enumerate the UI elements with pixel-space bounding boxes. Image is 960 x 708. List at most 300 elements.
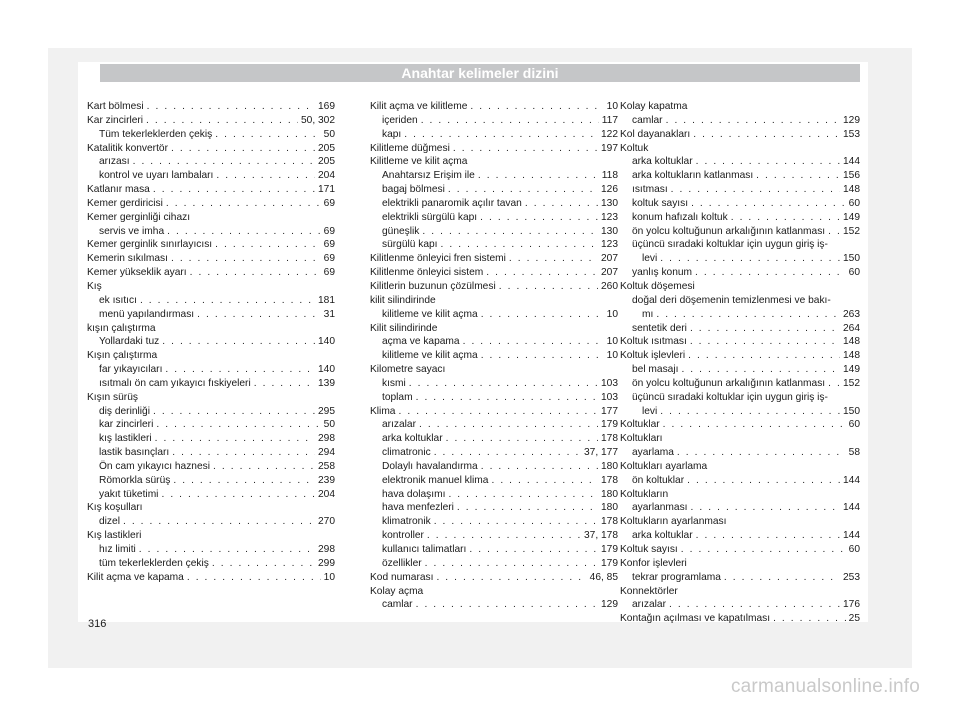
- index-entry-term: içeriden: [382, 114, 418, 126]
- index-entry-term: ön koltuklar: [632, 474, 685, 486]
- dot-leader: [436, 571, 586, 585]
- dot-leader: [434, 515, 598, 529]
- index-entry-page: 148: [843, 184, 860, 196]
- index-entry-page: 179: [601, 419, 618, 431]
- index-entry: [370, 211, 618, 225]
- index-entry: [620, 100, 860, 114]
- index-entry-page: 178: [601, 433, 618, 445]
- dot-leader: [133, 155, 315, 169]
- index-entry: [87, 183, 335, 197]
- index-entry-page: 126: [601, 184, 618, 196]
- index-entry-page: 144: [843, 530, 860, 542]
- dot-leader: [215, 238, 321, 252]
- index-column-3: [620, 100, 860, 626]
- index-entry: [370, 266, 618, 280]
- dot-leader: [731, 211, 840, 225]
- index-entry-page: 156: [843, 170, 860, 182]
- index-entry-page: 239: [318, 474, 335, 486]
- dot-leader: [212, 557, 315, 571]
- index-entry-page: 197: [601, 142, 618, 154]
- index-entry: [370, 501, 618, 515]
- dot-leader: [691, 501, 841, 515]
- dot-leader: [215, 128, 320, 142]
- index-entry: [87, 543, 335, 557]
- dot-leader: [153, 183, 315, 197]
- index-entry-page: 148: [843, 350, 860, 362]
- index-entry: [620, 238, 860, 252]
- dot-leader: [171, 142, 315, 156]
- dot-leader: [690, 322, 840, 336]
- index-entry-page: 139: [318, 377, 335, 389]
- dot-leader: [828, 377, 840, 391]
- dot-leader: [457, 501, 598, 515]
- index-entry: [620, 405, 860, 419]
- index-entry-term: kapı: [382, 128, 402, 140]
- index-column-1: [87, 100, 335, 585]
- index-entry-term: Katlanır masa: [87, 184, 150, 196]
- index-entry-page: 205: [318, 142, 335, 154]
- index-entry-term: Kilit silindirinde: [370, 322, 438, 334]
- dot-leader: [688, 349, 840, 363]
- dot-leader: [669, 598, 840, 612]
- dot-leader: [172, 446, 315, 460]
- index-entry-term: koltuk sayısı: [632, 197, 689, 209]
- index-entry-term: Klima: [370, 405, 396, 417]
- dot-leader: [696, 529, 840, 543]
- index-entry-term: levi: [642, 405, 658, 417]
- index-entry: [87, 155, 335, 169]
- index-entry-term: hız limiti: [99, 544, 136, 555]
- index-entry-term: tekrar programlama: [632, 571, 721, 583]
- index-entry: [370, 488, 618, 502]
- index-entry: [370, 252, 618, 266]
- index-entry-page: 264: [843, 322, 860, 334]
- index-entry: [620, 377, 860, 391]
- index-entry-page: 152: [843, 377, 860, 389]
- index-entry-page: 149: [843, 211, 860, 223]
- index-entry-term: Kilometre sayacı: [370, 364, 446, 376]
- index-entry-term: özellikler: [382, 557, 422, 569]
- index-entry: [370, 183, 618, 197]
- index-entry: [370, 197, 618, 211]
- index-entry: [87, 557, 335, 571]
- index-entry-term: arka koltuklar: [632, 530, 693, 542]
- index-entry-page: 69: [323, 267, 335, 279]
- index-entry: [370, 128, 618, 142]
- index-entry: [370, 446, 618, 460]
- dot-leader: [499, 280, 598, 294]
- index-entry-term: kısmi: [382, 377, 406, 389]
- index-entry-page: 152: [843, 225, 860, 237]
- index-entry-page: 69: [323, 197, 335, 209]
- index-entry: [620, 335, 860, 349]
- index-entry-term: sentetik deri: [632, 322, 687, 334]
- index-entry-page: 144: [843, 156, 860, 168]
- index-entry-term: Konnektörler: [620, 585, 678, 597]
- dot-leader: [187, 571, 321, 585]
- dot-leader: [773, 612, 846, 626]
- index-entry-page: 37, 178: [584, 530, 618, 542]
- index-entry: [87, 349, 335, 363]
- index-entry-term: Kolay kapatma: [620, 101, 688, 112]
- index-entry-page: 31: [323, 308, 335, 320]
- index-entry: [87, 280, 335, 294]
- index-entry: [87, 169, 335, 183]
- index-entry-page: 122: [601, 128, 618, 140]
- index-entry-term: ısıtması: [632, 184, 668, 196]
- index-entry-page: 140: [318, 364, 335, 376]
- index-entry-term: üçüncü sıradaki koltuklar için uygun giriş iş-: [632, 239, 828, 251]
- index-entry-page: 169: [318, 101, 335, 112]
- index-entry-page: 171: [318, 184, 335, 196]
- index-entry-term: Koltuk ısıtması: [620, 336, 687, 348]
- dot-leader: [173, 474, 315, 488]
- index-entry-page: 60: [848, 544, 860, 555]
- index-entry-page: 103: [601, 377, 618, 389]
- index-entry-page: 118: [601, 170, 618, 182]
- index-entry-term: klimatronik: [382, 516, 431, 528]
- index-entry: [370, 598, 618, 612]
- index-entry: [87, 405, 335, 419]
- index-entry-page: 263: [843, 308, 860, 320]
- index-entry-page: 180: [601, 502, 618, 514]
- index-entry: [620, 460, 860, 474]
- index-entry: [87, 335, 335, 349]
- index-entry-page: 10: [606, 350, 618, 362]
- dot-leader: [161, 488, 315, 502]
- index-entry-term: hava menfezleri: [382, 502, 454, 514]
- index-entry: [370, 543, 618, 557]
- index-entry: [370, 363, 618, 377]
- dot-leader: [162, 335, 315, 349]
- dot-leader: [398, 405, 598, 419]
- index-entry-term: camlar: [382, 599, 413, 611]
- dot-leader: [828, 225, 840, 239]
- dot-leader: [448, 488, 598, 502]
- index-entry-page: 25: [848, 613, 860, 625]
- index-entry-term: Tüm tekerleklerden çekiş: [99, 128, 213, 140]
- index-entry: [87, 515, 335, 529]
- index-entry-term: ön yolcu koltuğunun arkalığının katlanması: [632, 225, 826, 237]
- index-entry-page: 294: [318, 447, 335, 459]
- index-entry-term: Koltukları: [620, 433, 663, 445]
- dot-leader: [165, 363, 315, 377]
- index-entry: [370, 405, 618, 419]
- index-entry-term: doğal deri döşemenin temizlenmesi ve bakı-: [632, 294, 831, 306]
- index-entry: [87, 252, 335, 266]
- index-entry-term: dizel: [99, 516, 120, 528]
- index-entry: [620, 142, 860, 156]
- index-entry-page: 37, 177: [584, 447, 618, 459]
- dot-leader: [695, 266, 846, 280]
- index-entry-page: 58: [848, 447, 860, 459]
- index-entry-term: Ön cam yıkayıcı haznesi: [99, 460, 210, 472]
- index-entry-term: ısıtmalı ön cam yıkayıcı fıskiyeleri: [99, 377, 251, 389]
- index-entry: [620, 488, 860, 502]
- index-entry: [87, 418, 335, 432]
- dot-leader: [469, 543, 598, 557]
- index-entry-page: 10: [606, 308, 618, 320]
- index-entry: [87, 377, 335, 391]
- index-entry: [620, 252, 860, 266]
- index-entry-page: 144: [843, 502, 860, 514]
- dot-leader: [409, 377, 598, 391]
- index-entry-page: 50: [323, 419, 335, 431]
- dot-leader: [155, 432, 315, 446]
- index-entry: [370, 557, 618, 571]
- index-entry-page: 69: [323, 253, 335, 265]
- index-entry-term: Kış: [87, 280, 102, 292]
- dot-leader: [525, 197, 598, 211]
- index-entry-term: Kilit açma ve kapama: [87, 571, 184, 583]
- index-entry-page: 178: [601, 474, 618, 486]
- index-entry-term: Kışın sürüş: [87, 391, 138, 403]
- dot-leader: [404, 128, 598, 142]
- dot-leader: [663, 418, 846, 432]
- index-entry-term: üçüncü sıradaki koltuklar için uygun giriş iş-: [632, 391, 828, 403]
- index-entry: [620, 557, 860, 571]
- index-entry: [87, 391, 335, 405]
- index-entry-term: toplam: [382, 391, 413, 403]
- index-entry: [370, 294, 618, 308]
- watermark: carmanualsonline.info: [730, 676, 920, 697]
- index-entry: [87, 474, 335, 488]
- index-entry: [620, 114, 860, 128]
- index-entry-term: kilitleme ve kilit açma: [382, 350, 478, 362]
- index-entry: [370, 142, 618, 156]
- dot-leader: [681, 543, 846, 557]
- index-entry: [370, 474, 618, 488]
- index-entry: [370, 225, 618, 239]
- index-entry-term: Kemer gerdiricisi: [87, 197, 163, 209]
- index-entry-term: bagaj bölmesi: [382, 184, 445, 196]
- index-entry-term: Koltuk: [620, 142, 649, 154]
- index-entry-term: Kış lastikleri: [87, 530, 142, 542]
- index-entry: [370, 308, 618, 322]
- index-entry-term: Koltuk sayısı: [620, 544, 678, 555]
- index-entry-page: 10: [323, 571, 335, 583]
- index-entry: [620, 612, 860, 626]
- index-entry: [87, 460, 335, 474]
- index-entry: [87, 308, 335, 322]
- dot-leader: [693, 128, 840, 142]
- index-entry-page: 148: [843, 336, 860, 348]
- index-entry-term: ayarlama: [632, 447, 674, 459]
- index-entry-term: kontroller: [382, 530, 424, 542]
- index-entry-term: arka koltukların katlanması: [632, 170, 754, 182]
- index-entry: [620, 211, 860, 225]
- index-entry-term: arızası: [99, 156, 130, 168]
- index-entry: [87, 100, 335, 114]
- index-entry-page: 179: [601, 557, 618, 569]
- index-entry-page: 258: [318, 460, 335, 472]
- index-entry-term: kışın çalıştırma: [87, 322, 156, 334]
- index-entry: [87, 488, 335, 502]
- index-entry-term: camlar: [632, 114, 663, 126]
- index-entry-page: 103: [601, 391, 618, 403]
- index-entry-term: menü yapılandırması: [99, 308, 195, 320]
- index-entry-term: Kilitleme ve kilit açma: [370, 156, 468, 168]
- index-entry: [620, 598, 860, 612]
- index-entry-page: 117: [601, 114, 618, 126]
- dot-leader: [448, 183, 598, 197]
- dot-leader: [140, 294, 315, 308]
- index-entry-term: Kemer gerginliği cihazı: [87, 211, 191, 223]
- dot-leader: [481, 308, 604, 322]
- index-entry-page: 270: [318, 516, 335, 528]
- dot-leader: [166, 197, 321, 211]
- index-entry-term: Koltuklar: [620, 419, 660, 431]
- index-entry-page: 205: [318, 156, 335, 168]
- index-entry-page: 129: [601, 599, 618, 611]
- index-entry-term: Kart bölmesi: [87, 101, 144, 112]
- index-entry: [620, 128, 860, 142]
- dot-leader: [724, 571, 840, 585]
- index-entry-page: 207: [601, 253, 618, 265]
- index-entry-page: 299: [318, 557, 335, 569]
- index-entry: [87, 128, 335, 142]
- index-entry-term: hava dolaşımı: [382, 488, 446, 500]
- index-entry-page: 10: [606, 336, 618, 348]
- index-entry-term: tüm tekerleklerden çekiş: [99, 557, 209, 569]
- index-entry-page: 179: [601, 544, 618, 555]
- index-entry: [620, 571, 860, 585]
- index-entry: [620, 515, 860, 529]
- index-entry-term: Kol dayanakları: [620, 128, 691, 140]
- dot-leader: [470, 100, 603, 114]
- index-entry-term: Koltukları ayarlama: [620, 460, 708, 472]
- index-entry-term: servis ve imha: [99, 225, 165, 237]
- index-entry-term: levi: [642, 253, 658, 265]
- dot-leader: [481, 349, 604, 363]
- index-entry-term: lastik basınçları: [99, 447, 170, 459]
- index-entry: [620, 308, 860, 322]
- index-entry-term: Katalitik konvertör: [87, 142, 168, 154]
- dot-leader: [441, 238, 599, 252]
- dot-leader: [453, 142, 598, 156]
- index-entry-page: 130: [601, 225, 618, 237]
- index-entry-term: kış lastikleri: [99, 433, 152, 445]
- index-entry-term: Koltuk işlevleri: [620, 350, 686, 362]
- index-entry-term: Kilit açma ve kilitleme: [370, 101, 468, 112]
- index-entry-term: elektronik manuel klima: [382, 474, 489, 486]
- index-entry-term: Koltuk döşemesi: [620, 280, 695, 292]
- index-entry: [370, 280, 618, 294]
- index-entry-page: 204: [318, 170, 335, 182]
- dot-leader: [146, 114, 298, 128]
- dot-leader: [123, 515, 315, 529]
- index-entry: [370, 335, 618, 349]
- index-entry-term: Kilitlenme önleyici sistem: [370, 267, 484, 279]
- index-entry-page: 123: [601, 239, 618, 251]
- index-entry-page: 180: [601, 460, 618, 472]
- dot-leader: [153, 405, 315, 419]
- index-entry-term: mı: [642, 308, 654, 320]
- index-entry: [370, 100, 618, 114]
- index-entry-term: Kolay açma: [370, 585, 424, 597]
- index-entry-page: 50, 302: [301, 114, 335, 126]
- index-entry-term: yanlış konum: [632, 267, 693, 279]
- index-entry: [370, 529, 618, 543]
- index-entry-term: Kemerin sıkılması: [87, 253, 168, 265]
- index-entry: [620, 266, 860, 280]
- index-entry-term: sürgülü kapı: [382, 239, 438, 251]
- dot-leader: [434, 446, 581, 460]
- index-entry: [87, 432, 335, 446]
- index-entry-page: 295: [318, 405, 335, 417]
- index-entry-term: güneşlik: [382, 225, 420, 237]
- index-entry-term: Kemer yükseklik ayarı: [87, 267, 187, 279]
- index-entry-page: 10: [606, 101, 618, 112]
- index-entry-term: Yollardaki tuz: [99, 336, 160, 348]
- dot-leader: [491, 474, 598, 488]
- index-entry-term: arka koltuklar: [632, 156, 693, 168]
- dot-leader: [463, 335, 604, 349]
- index-entry-page: 204: [318, 488, 335, 500]
- index-entry: [620, 585, 860, 599]
- index-entry-term: arızalar: [382, 419, 416, 431]
- index-entry-term: kontrol ve uyarı lambaları: [99, 170, 214, 182]
- index-entry: [620, 432, 860, 446]
- index-entry-page: 150: [843, 253, 860, 265]
- index-entry: [620, 363, 860, 377]
- index-entry-page: 298: [318, 433, 335, 445]
- index-entry-term: ek ısıtıcı: [99, 294, 137, 306]
- index-entry-page: 60: [848, 197, 860, 209]
- index-entry-term: Römorkla sürüş: [99, 474, 171, 486]
- dot-leader: [416, 598, 598, 612]
- dot-leader: [696, 155, 840, 169]
- index-entry-page: 50: [323, 128, 335, 140]
- dot-leader: [216, 169, 315, 183]
- dot-leader: [171, 252, 321, 266]
- index-entry: [87, 363, 335, 377]
- dot-leader: [254, 377, 315, 391]
- index-entry: [370, 460, 618, 474]
- index-entry-page: 207: [601, 267, 618, 279]
- index-entry-page: 181: [318, 294, 335, 306]
- index-entry-term: yakıt tüketimi: [99, 488, 159, 500]
- index-entry-term: Konfor işlevleri: [620, 557, 687, 569]
- dot-leader: [147, 100, 315, 114]
- index-entry: [87, 529, 335, 543]
- index-entry-term: Kilitlerin buzunun çözülmesi: [370, 280, 496, 292]
- dot-leader: [486, 266, 598, 280]
- index-entry: [87, 211, 335, 225]
- index-entry-term: Kontağın açılması ve kapatılması: [620, 613, 771, 625]
- dot-leader: [425, 557, 598, 571]
- dot-leader: [197, 308, 321, 322]
- index-entry-page: 149: [843, 364, 860, 376]
- index-entry: [87, 142, 335, 156]
- index-entry-page: 60: [848, 419, 860, 431]
- index-entry: [620, 349, 860, 363]
- dot-leader: [190, 266, 321, 280]
- index-entry: [620, 446, 860, 460]
- index-entry-page: 60: [848, 267, 860, 279]
- index-entry: [620, 225, 860, 239]
- index-entry: [620, 543, 860, 557]
- index-entry-term: ön yolcu koltuğunun arkalığının katlanması: [632, 377, 826, 389]
- index-entry-term: Kod numarası: [370, 571, 434, 583]
- index-entry-page: 253: [843, 571, 860, 583]
- index-entry-term: Kar zincirleri: [87, 114, 144, 126]
- index-entry: [370, 391, 618, 405]
- index-entry-term: Anahtarsız Erişim ile: [382, 170, 475, 182]
- index-entry-term: Kilitlenme önleyici fren sistemi: [370, 253, 506, 265]
- index-entry-page: 69: [323, 225, 335, 237]
- index-entry: [620, 280, 860, 294]
